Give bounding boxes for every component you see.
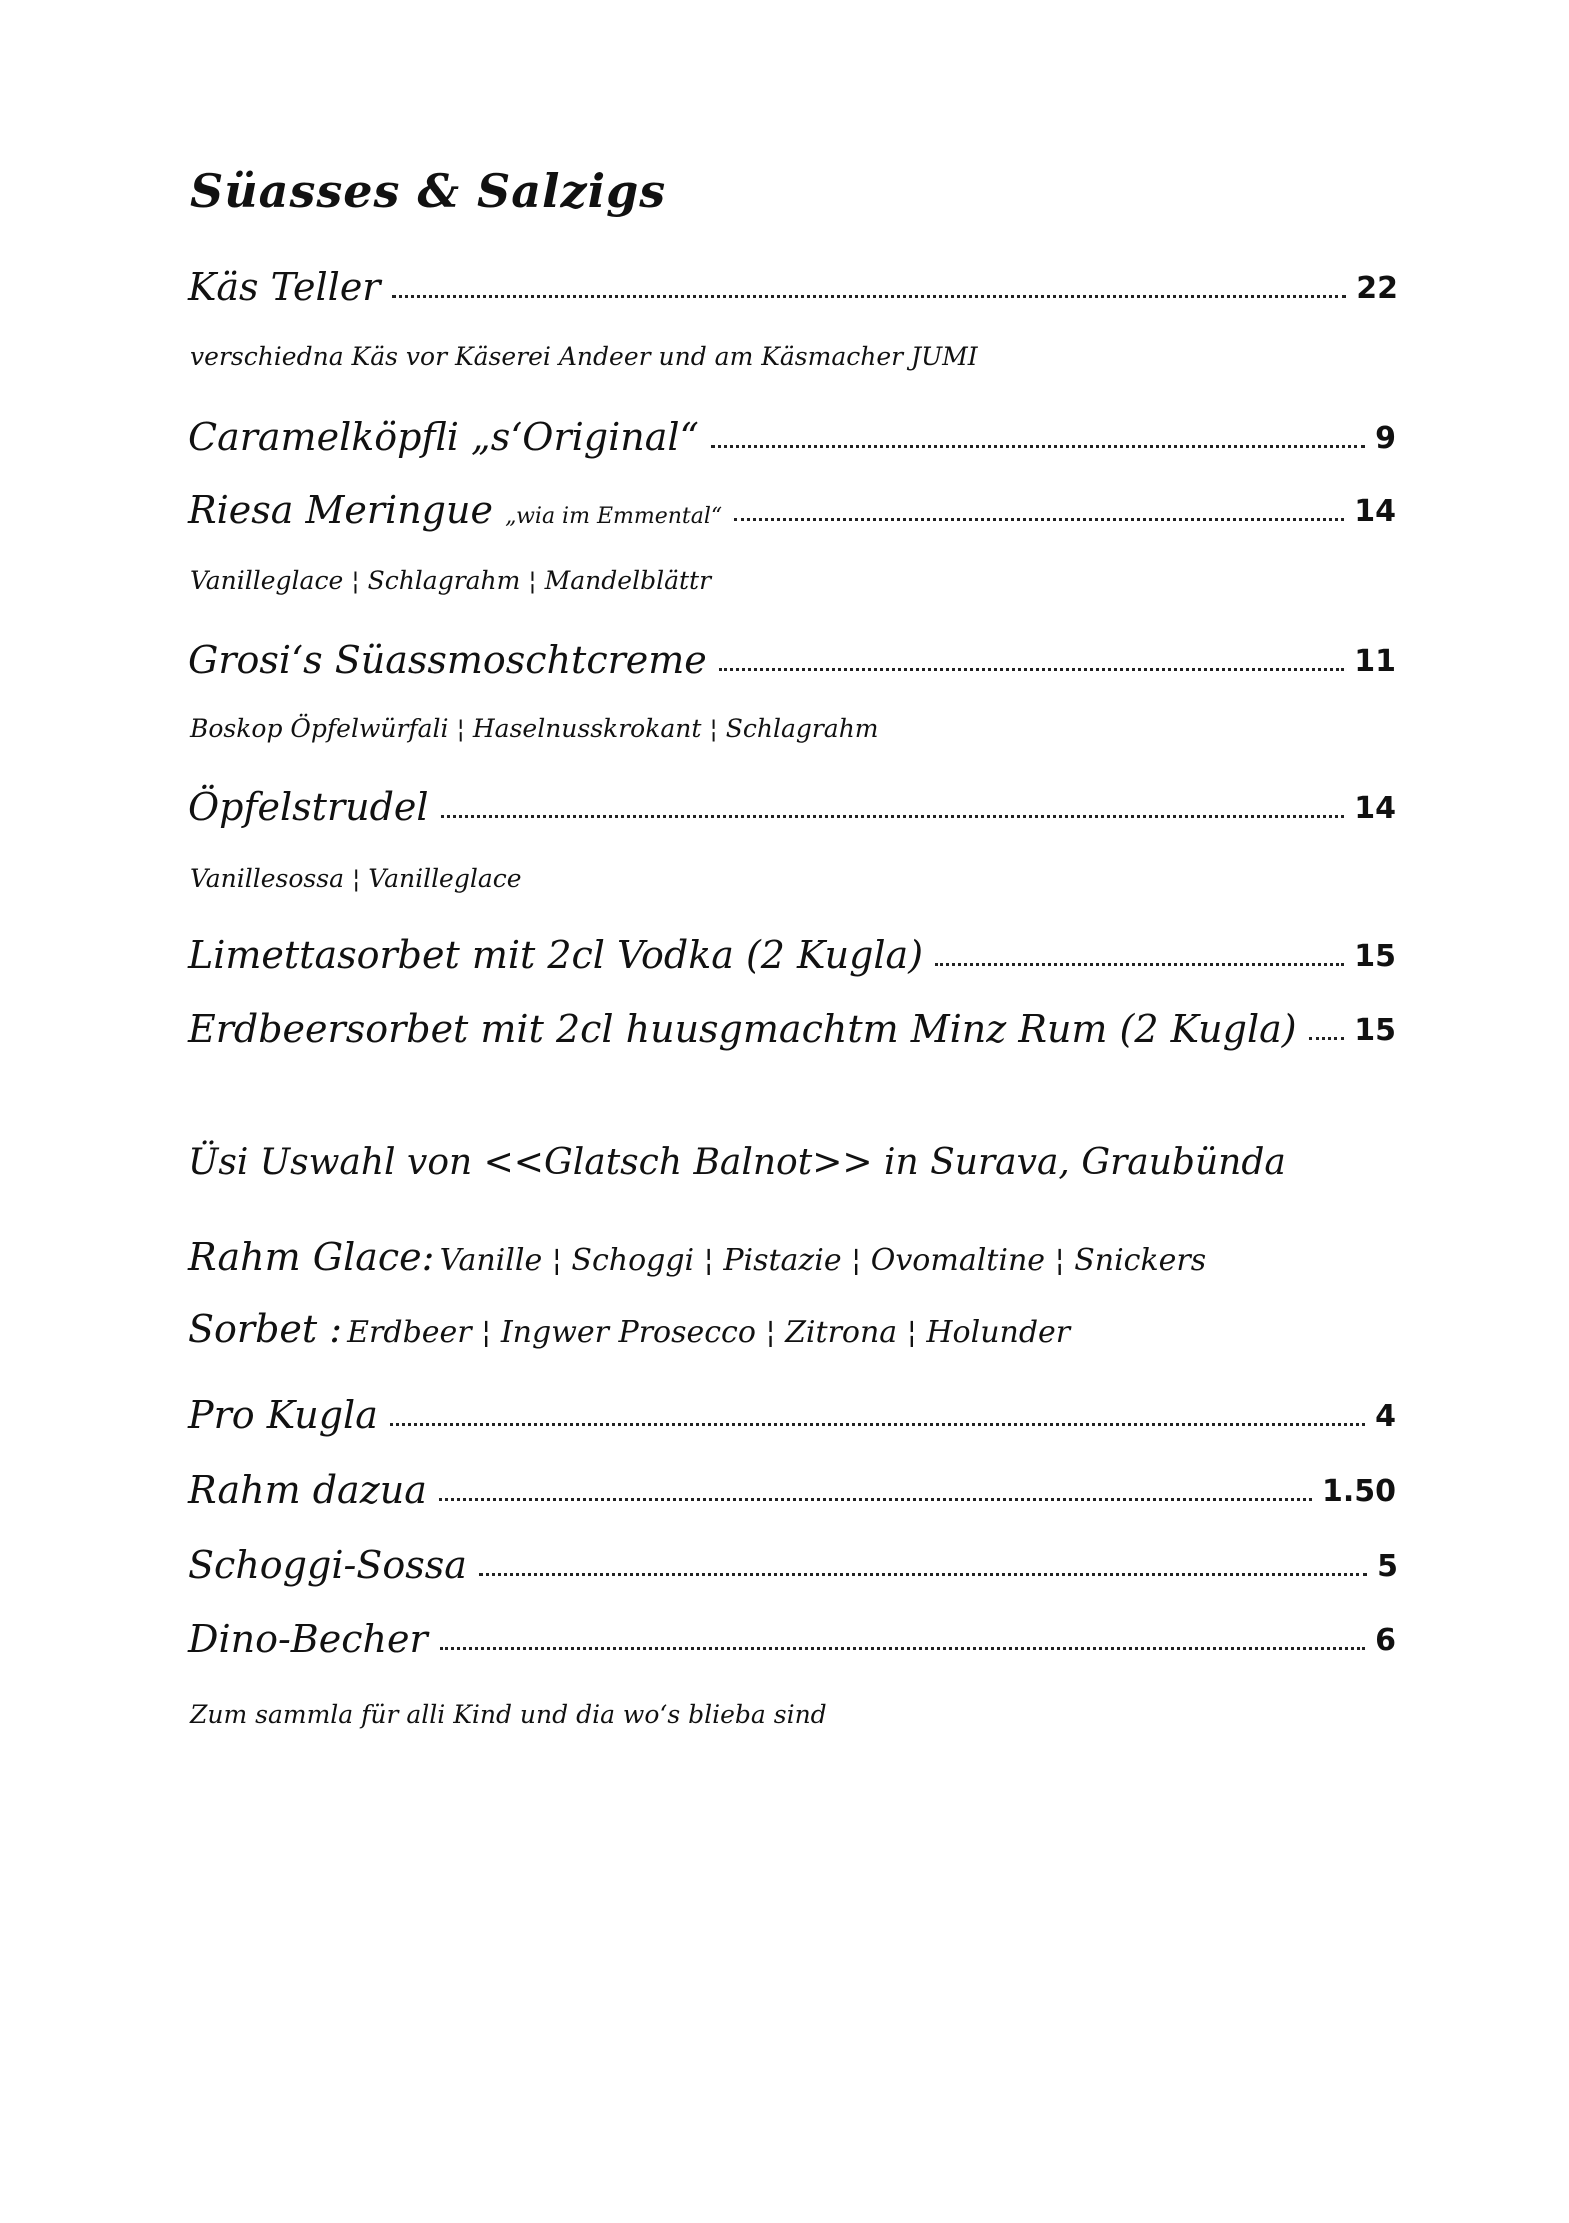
item-price: 1.50 xyxy=(1321,1474,1396,1509)
item-price: 5 xyxy=(1377,1549,1398,1584)
rahm-glace-line xyxy=(188,1235,1207,1279)
item-price: 9 xyxy=(1375,421,1396,456)
rahm-glace-flavors: Vanille ¦ Schoggi ¦ Pistazie ¦ Ovomaltine ¦ Snickers xyxy=(439,1243,1207,1278)
item-name: Dino-Becher xyxy=(188,1617,428,1661)
price-dino-becher xyxy=(188,1604,1396,1664)
item-price: 14 xyxy=(1354,494,1396,529)
menu-item-erdbeersorbet xyxy=(188,994,1396,1054)
menu-item-oepfelstrudel xyxy=(188,772,1396,832)
menu-item-riesa-meringue xyxy=(188,475,1396,535)
item-name-main: Riesa Meringue xyxy=(188,488,493,532)
price-pro-kugla xyxy=(188,1380,1396,1440)
dot-leader xyxy=(479,1573,1367,1576)
item-price: 15 xyxy=(1354,1013,1396,1048)
item-price: 15 xyxy=(1354,939,1396,974)
section-title: Süasses & Salzigs xyxy=(190,164,667,218)
sorbet-line xyxy=(188,1307,1071,1351)
item-name: Grosi‘s Süassmoschtcreme xyxy=(188,638,707,682)
item-description: Vanillesossa ¦ Vanilleglace xyxy=(190,864,522,893)
item-price: 11 xyxy=(1354,644,1396,679)
dot-leader xyxy=(390,1423,1365,1426)
item-price: 22 xyxy=(1356,271,1398,306)
price-rahm-dazua xyxy=(188,1455,1396,1515)
dot-leader xyxy=(392,295,1346,298)
rahm-glace-label: Rahm Glace: xyxy=(188,1235,435,1279)
item-name: Pro Kugla xyxy=(188,1393,378,1437)
sorbet-flavors: Erdbeer ¦ Ingwer Prosecco ¦ Zitrona ¦ Holunder xyxy=(347,1315,1071,1350)
item-description: Boskop Öpfelwürfali ¦ Haselnusskrokant ¦ Schlagrahm xyxy=(190,714,879,743)
item-name: Öpfelstrudel xyxy=(188,785,429,829)
menu-item-kaes-teller xyxy=(188,252,1398,312)
dot-leader xyxy=(439,1498,1312,1501)
item-price: 14 xyxy=(1354,791,1396,826)
item-name xyxy=(188,488,723,535)
item-price: 4 xyxy=(1375,1399,1396,1434)
menu-item-grosis-creme xyxy=(188,625,1396,685)
item-name: Caramelköpfli „s‘Original“ xyxy=(188,415,699,459)
dot-leader xyxy=(441,815,1345,818)
dot-leader xyxy=(1309,1037,1345,1040)
menu-item-caramelkoepfli xyxy=(188,402,1396,462)
item-name-note: „wia im Emmental“ xyxy=(505,504,723,529)
item-name: Rahm dazua xyxy=(188,1468,427,1512)
item-price: 6 xyxy=(1375,1623,1396,1658)
item-description: verschiedna Käs vor Käserei Andeer und am Käsmacher JUMI xyxy=(190,342,978,371)
item-name: Erdbeersorbet mit 2cl huusgmachtm Minz Rum (2 Kugla) xyxy=(188,1007,1297,1051)
item-name: Limettasorbet mit 2cl Vodka (2 Kugla) xyxy=(188,933,924,977)
menu-item-limettasorbet xyxy=(188,920,1396,980)
dot-leader xyxy=(719,668,1344,671)
dot-leader xyxy=(440,1647,1365,1650)
dot-leader xyxy=(711,445,1365,448)
item-name: Schoggi-Sossa xyxy=(188,1543,467,1587)
dino-note: Zum sammla für alli Kind und dia wo‘s blieba sind xyxy=(190,1700,827,1729)
sorbet-label: Sorbet : xyxy=(188,1307,343,1351)
dot-leader xyxy=(734,518,1344,521)
price-schoggi-sossa xyxy=(188,1530,1398,1590)
dot-leader xyxy=(935,963,1344,966)
item-name: Käs Teller xyxy=(188,265,381,309)
item-description: Vanilleglace ¦ Schlagrahm ¦ Mandelblättr xyxy=(190,566,712,595)
glace-intro: Üsi Uswahl von <<Glatsch Balnot>> in Surava, Graubünda xyxy=(188,1142,1286,1183)
